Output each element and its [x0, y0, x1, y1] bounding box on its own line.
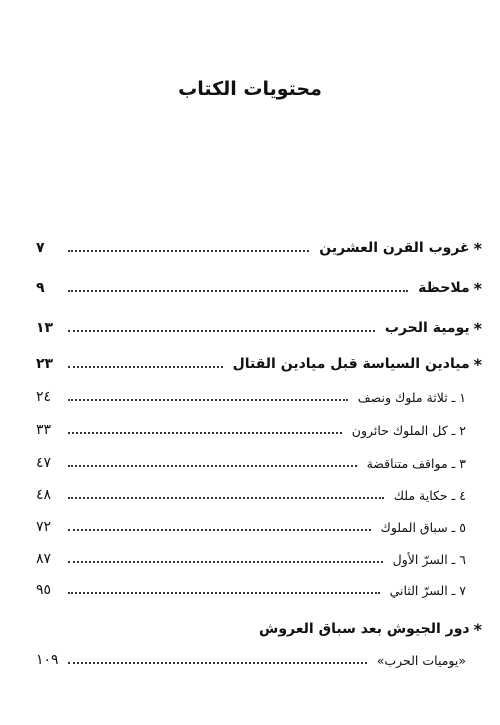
toc-entry-title: يومية الحرب: [384, 320, 470, 336]
toc-page-number: ٧: [36, 240, 45, 256]
toc-entry-title: ميادين السياسة قبل ميادين القتال: [232, 356, 470, 372]
toc-subentry: [36, 483, 482, 507]
toc-page-number: ٩٥: [36, 582, 52, 598]
star-bullet: *: [473, 278, 482, 298]
toc-entry: [36, 236, 482, 260]
toc-entry-title: ١ ـ ثلاثة ملوك ونصف: [357, 389, 466, 405]
dot-leader: [68, 290, 408, 292]
toc-entry-title: ٤ ـ حكاية ملك: [393, 487, 466, 503]
dot-leader: [68, 330, 375, 332]
toc-entry-title: ٧ ـ السرّ الثاني: [389, 582, 466, 598]
toc-subentry: [36, 515, 482, 539]
toc-entry-title: دور الجيوش بعد سباق العروش: [259, 621, 470, 637]
toc-entry: [36, 352, 482, 376]
dot-leader: [68, 529, 371, 531]
toc-page-number: ٢٣: [36, 356, 54, 372]
toc-subentry: [36, 451, 482, 475]
dot-leader: [68, 432, 342, 434]
toc-entry: [36, 316, 482, 340]
toc-page-number: ٩: [36, 280, 45, 296]
star-bullet: *: [473, 619, 482, 639]
toc-entry-title: ٥ ـ سباق الملوك: [380, 519, 466, 535]
dot-leader: [68, 399, 348, 401]
star-bullet: *: [473, 238, 482, 258]
star-bullet: *: [473, 354, 482, 374]
toc-entry-title: ٣ ـ مواقف متناقضة: [366, 455, 466, 471]
toc-page-number: ٨٧: [36, 551, 52, 567]
dot-leader: [68, 662, 367, 664]
toc-entry-title: غروب القرن العشرين: [319, 240, 470, 256]
toc-entry: [36, 276, 482, 300]
toc-page-number: ٤٨: [36, 487, 52, 503]
star-bullet: *: [473, 318, 482, 338]
dot-leader: [68, 497, 384, 499]
toc-entry-title: ملاحظة: [418, 280, 470, 296]
toc-subentry: [36, 648, 482, 672]
dot-leader: [68, 465, 357, 467]
dot-leader: [68, 366, 223, 368]
toc-entry-title: ٦ ـ السرّ الأول: [392, 551, 466, 567]
toc-section-heading: [36, 617, 482, 641]
toc-page-number: ١٠٩: [36, 652, 59, 668]
toc-entry-title: ٢ ـ كل الملوك حائرون: [351, 422, 466, 438]
toc-entry-title: «يوميات الحرب»: [376, 652, 466, 668]
toc-page-number: ٢٤: [36, 389, 52, 405]
dot-leader: [68, 250, 309, 252]
toc-subentry: [36, 578, 482, 602]
toc-page-number: ١٣: [36, 320, 54, 336]
toc-page-number: ٧٢: [36, 519, 52, 535]
dot-leader: [68, 561, 383, 563]
toc-subentry: [36, 418, 482, 442]
toc-page-number: ٤٧: [36, 455, 52, 471]
page-title: محتويات الكتاب: [178, 78, 322, 100]
toc-subentry: [36, 385, 482, 409]
toc-page-number: ٣٣: [36, 422, 52, 438]
dot-leader: [68, 592, 380, 594]
toc-subentry: [36, 547, 482, 571]
